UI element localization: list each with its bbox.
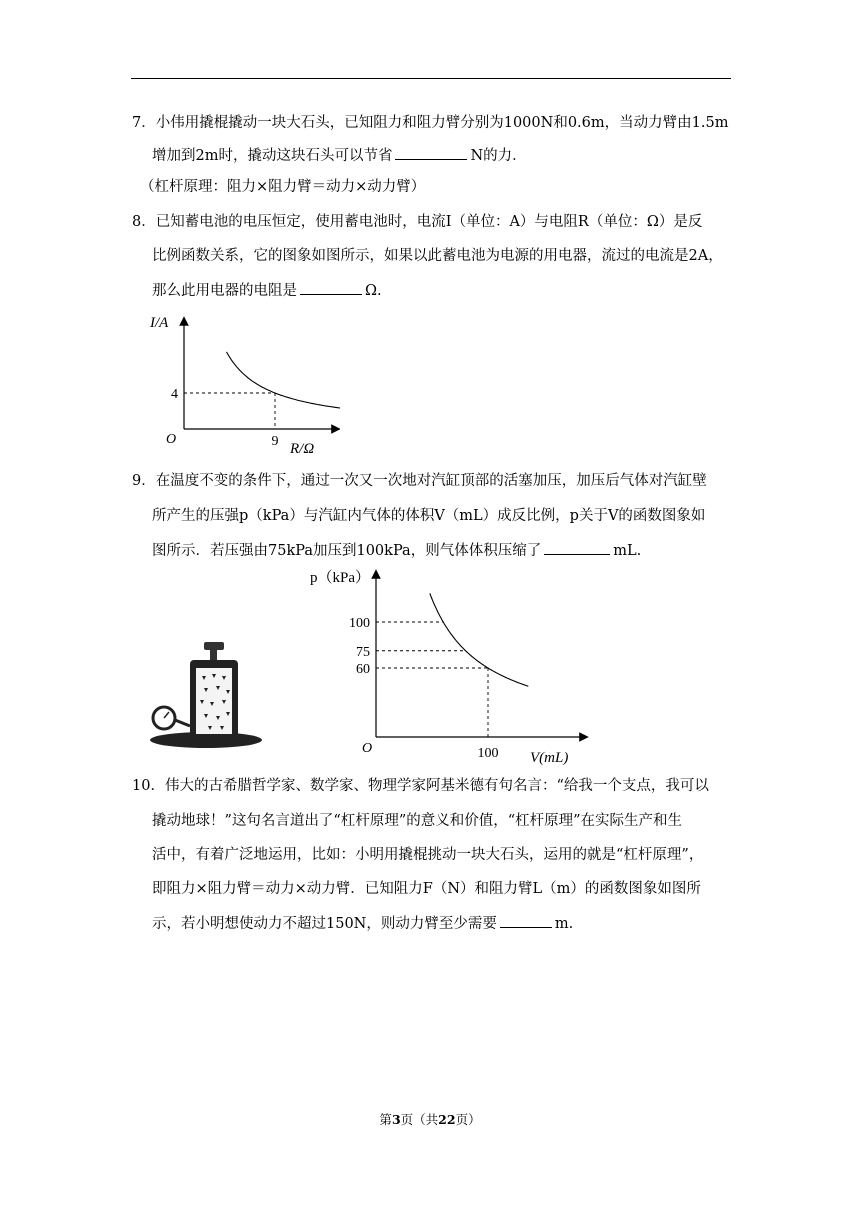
q9-y-tick-75: 75 bbox=[356, 644, 370, 660]
q9-text-3b: mL. bbox=[613, 543, 642, 559]
q8-number: 8． bbox=[132, 214, 156, 230]
total-page-count: 22 bbox=[438, 1112, 456, 1127]
q10-number: 10． bbox=[132, 778, 165, 794]
q8-origin: O bbox=[166, 432, 177, 447]
q8-text-1: 已知蓄电池的电压恒定，使用蓄电池时，电流I（单位：A）与电阻R（单位：Ω）是反 bbox=[155, 214, 703, 230]
q8-curve bbox=[227, 352, 341, 409]
q8-y-tick: 4 bbox=[171, 387, 178, 402]
q7-text-2b: N的力． bbox=[470, 148, 527, 164]
q9-x-tick: 100 bbox=[477, 746, 499, 761]
q9-curve bbox=[430, 593, 529, 686]
q8-x-label: R/Ω bbox=[290, 441, 315, 457]
q10-text-5a: 示，若小明想使动力不超过150N，则动力臂至少需要 bbox=[152, 916, 497, 932]
q9-dashed-guides bbox=[376, 622, 488, 737]
q9-line-1 bbox=[132, 471, 707, 491]
q10-line-3: 活中，有着广泛地运用，比如：小明用撬棍挑动一块大石头，运用的就是“杠杆原理”， bbox=[152, 847, 704, 863]
q7-line-2 bbox=[152, 145, 527, 166]
q9-text-1: 在温度不变的条件下，通过一次又一次地对汽缸顶部的活塞加压，加压后气体对汽缸壁 bbox=[155, 473, 707, 489]
q9-origin: O bbox=[362, 741, 373, 756]
q7-line-1 bbox=[132, 113, 728, 133]
q7-line-3: （杠杆原理：阻力×阻力臂＝动力×动力臂） bbox=[140, 179, 426, 195]
q10-line-1 bbox=[132, 776, 709, 796]
q8-line-3 bbox=[152, 280, 382, 301]
q8-line-1 bbox=[132, 212, 702, 232]
q8-text-3b: Ω. bbox=[365, 283, 382, 299]
q10-text-1: 伟大的古希腊哲学家、数学家、物理学家阿基米德有句名言：“给我一个支点，我可以 bbox=[164, 778, 709, 794]
q10-answer-blank[interactable] bbox=[500, 913, 552, 928]
q8-x-tick: 9 bbox=[271, 434, 279, 449]
q8-y-label: I/A bbox=[150, 315, 169, 331]
q8-answer-blank[interactable] bbox=[300, 280, 362, 295]
q10-text-5b: m. bbox=[554, 916, 574, 932]
q9-line-2: 所产生的压强p（kPa）与汽缸内气体的体积V（mL）成反比例，p关于V的函数图象如 bbox=[152, 508, 706, 524]
header-rule bbox=[131, 78, 731, 79]
q9-answer-blank[interactable] bbox=[544, 540, 610, 555]
q9-graph bbox=[300, 562, 590, 772]
q10-line-2: 撬动地球！”这句名言道出了“杠杆原理”的意义和价值，“杠杆原理”在实际生产和生 bbox=[152, 813, 683, 829]
q10-line-4: 即阻力×阻力臂＝动力×动力臂．已知阻力F（N）和阻力臂L（m）的函数图象如图所 bbox=[152, 881, 701, 897]
q9-y-label: p（kPa） bbox=[310, 570, 371, 586]
q8-line-2: 比例函数关系，它的图象如图所示，如果以此蓄电池为电源的用电器，流过的电流是2A， bbox=[152, 248, 723, 264]
q9-x-label: V(mL) bbox=[530, 750, 569, 766]
q7-text-1: 小伟用撬棍撬动一块大石头，已知阻力和阻力臂分别为1000N和0.6m，当动力臂由1.5m bbox=[155, 115, 729, 131]
q7-text-2a: 增加到2m时，撬动这块石头可以节省 bbox=[152, 148, 393, 164]
q8-graph bbox=[140, 305, 340, 465]
q9-y-tick-100: 100 bbox=[349, 616, 370, 631]
current-page-number: 3 bbox=[391, 1112, 401, 1127]
q9-text-3a: 图所示．若压强由75kPa加压到100kPa，则气体体积压缩了 bbox=[152, 543, 542, 559]
cylinder-piston-illustration bbox=[146, 640, 266, 750]
q7-number: 7． bbox=[132, 115, 156, 131]
page-footer: 第3页（共22页） bbox=[379, 1112, 481, 1127]
q10-line-5 bbox=[152, 913, 573, 934]
q9-line-3 bbox=[152, 540, 641, 561]
q7-answer-blank[interactable] bbox=[395, 145, 467, 160]
q8-text-3a: 那么此用电器的电阻是 bbox=[152, 283, 297, 299]
q9-number: 9． bbox=[132, 473, 156, 489]
q9-y-tick-60: 60 bbox=[356, 662, 370, 677]
